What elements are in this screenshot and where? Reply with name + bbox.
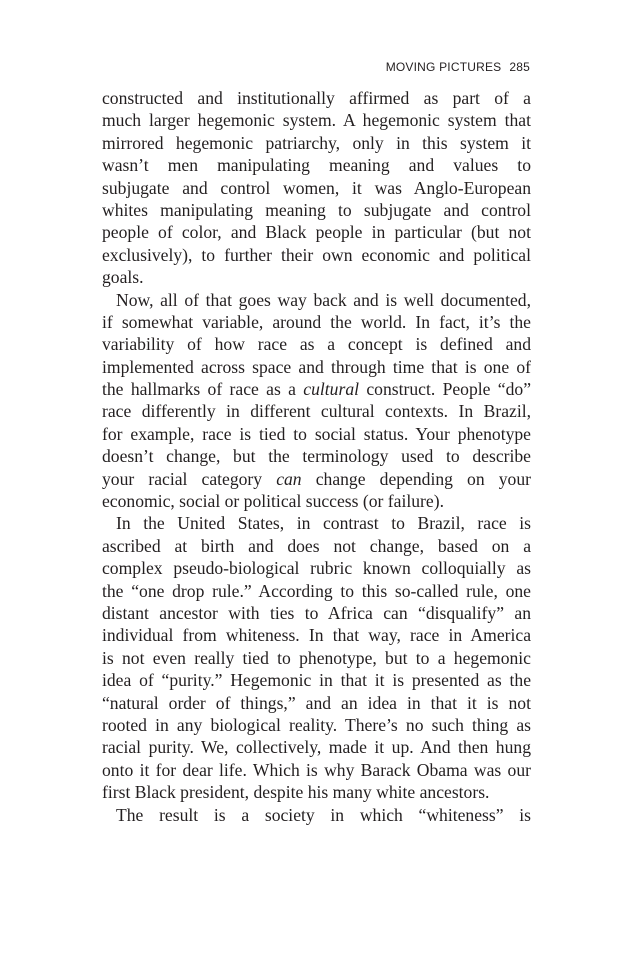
running-title: MOVING PICTURES [385, 60, 502, 74]
text-line: implemented across space and through time that is one of [102, 356, 531, 377]
text-line: economic, social or political success (or failure). [102, 491, 444, 512]
text-line: onto it for dear life. Which is why Barack Obama was our [102, 759, 531, 780]
text-line: rooted in any biological reality. There’s no such thing as [102, 714, 531, 735]
text-line: if somewhat variable, around the world. In fact, it’s the [102, 311, 531, 332]
text-line: much larger hegemonic system. A hegemonic system that [102, 110, 531, 131]
text-line: In the United States, in contrast to Brazil, race is [116, 513, 531, 534]
page-number: 285 [509, 60, 530, 74]
text-line: ascribed at birth and does not change, based on a [102, 535, 531, 556]
text-line: distant ancestor with ties to Africa can “disqualify” an [102, 602, 531, 623]
text-line: complex pseudo-biological rubric known colloquially as [102, 558, 531, 579]
text-line: “natural order of things,” and an idea in that it is not [102, 692, 531, 713]
text-line: for example, race is tied to social status. Your phenotype [102, 423, 531, 444]
text-line: constructed and institutionally affirmed as part of a [102, 88, 531, 108]
running-head [386, 60, 530, 74]
text-run: your racial category [102, 468, 277, 489]
text-line: the “one drop rule.” According to this so-called rule, one [102, 580, 531, 601]
text-line: whites manipulating meaning to subjugate and control [102, 199, 531, 220]
text-line: exclusively), to further their own economic and political [102, 244, 531, 265]
text-line: wasn’t men manipulating meaning and values to [102, 155, 531, 176]
text-run: change depending on your [301, 468, 531, 489]
text-line: goals. [102, 267, 144, 288]
italic-emphasis: cultural [303, 379, 360, 400]
text-line [102, 468, 531, 490]
text-run: construct. People “do” [359, 379, 532, 400]
text-line: is not even really tied to phenotype, but to a hegemonic [102, 647, 531, 668]
text-line: subjugate and control women, it was Anglo-European [102, 177, 531, 198]
text-run: the hallmarks of race as a [102, 379, 304, 400]
text-line: variability of how race as a concept is defined and [102, 334, 531, 355]
text-line: race differently in different cultural contexts. In Brazil, [102, 401, 531, 422]
text-line: mirrored hegemonic patriarchy, only in this system it [102, 132, 531, 153]
italic-emphasis: can [276, 468, 302, 489]
text-line: individual from whiteness. In that way, race in America [102, 625, 531, 646]
text-line: racial purity. We, collectively, made it up. And then hung [102, 737, 531, 758]
text-line: first Black president, despite his many white ancestors. [102, 782, 490, 803]
text-line: idea of “purity.” Hegemonic in that it is presented as the [102, 670, 531, 691]
text-line: doesn’t change, but the terminology used to describe [102, 446, 531, 467]
text-line: Now, all of that goes way back and is well documented, [116, 289, 531, 310]
body-text [102, 87, 531, 826]
text-line [102, 378, 531, 400]
text-line: The result is a society in which “whiteness” is [116, 804, 531, 825]
text-line: people of color, and Black people in particular (but not [102, 222, 531, 243]
